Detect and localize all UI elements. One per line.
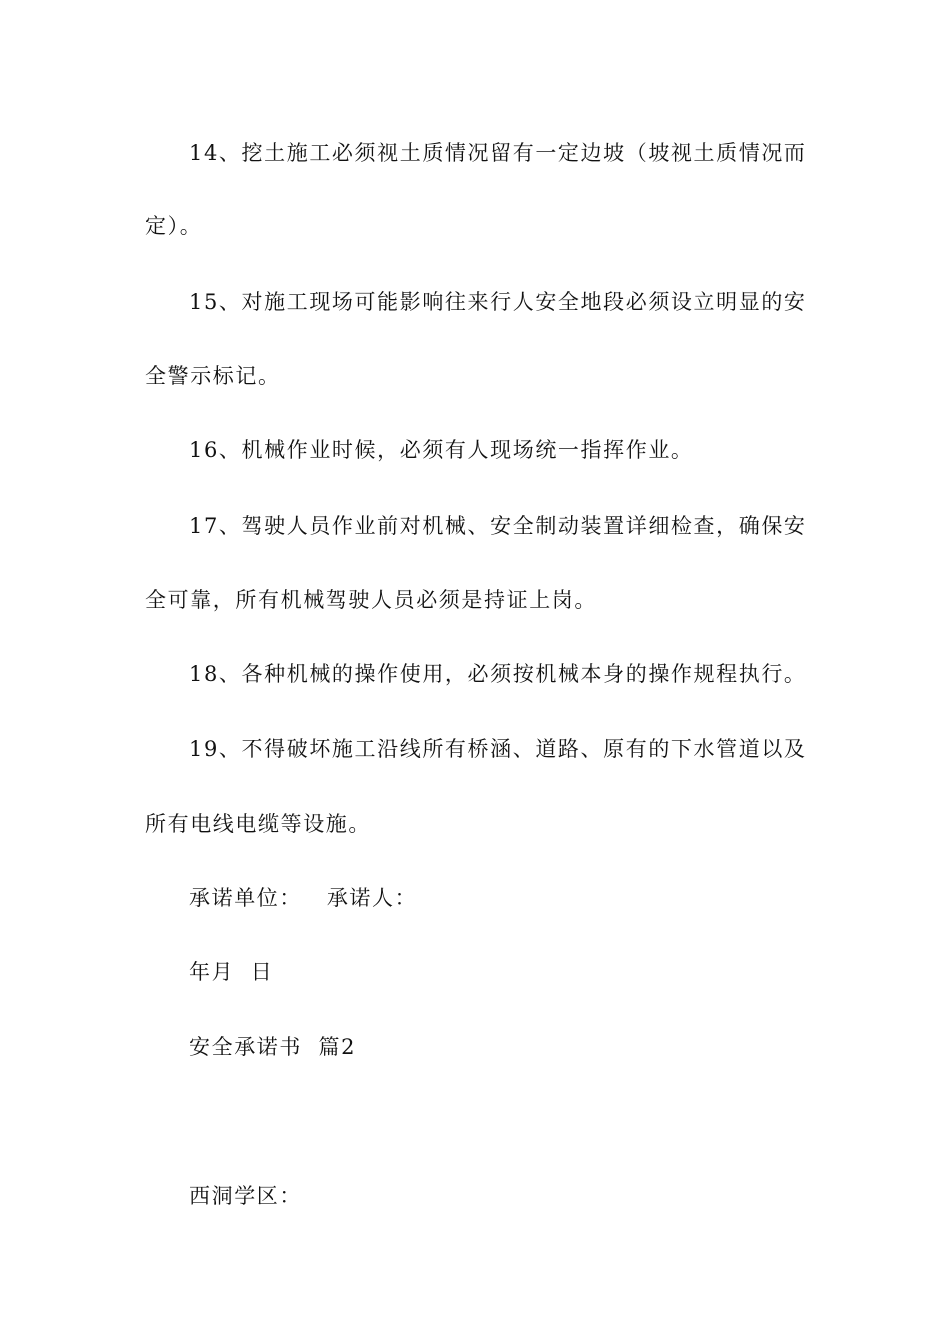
addressee-line: 西洞学区： bbox=[189, 1184, 302, 1208]
item-17-line-2: 全可靠，所有机械驾驶人员必须是持证上岗。 bbox=[145, 588, 597, 612]
item-15-line-2: 全警示标记。 bbox=[145, 364, 281, 388]
item-14-line-1: 14、挖土施工必须视土质情况留有一定边坡（坡视土质情况而 bbox=[189, 141, 807, 165]
signature-line: 承诺单位： 承诺人： bbox=[189, 886, 418, 910]
item-14-line-2: 定）。 bbox=[145, 214, 203, 238]
item-17-line-1: 17、驾驶人员作业前对机械、安全制动装置详细检查，确保安 bbox=[189, 514, 807, 538]
item-19-line-1: 19、不得破坏施工沿线所有桥涵、道路、原有的下水管道以及 bbox=[189, 737, 807, 761]
date-line: 年月 日 bbox=[189, 960, 274, 984]
item-16-line-1: 16、机械作业时候，必须有人现场统一指挥作业。 bbox=[189, 438, 694, 462]
section-2-title: 安全承诺书 篇2 bbox=[189, 1035, 357, 1059]
item-18-line-1: 18、各种机械的操作使用，必须按机械本身的操作规程执行。 bbox=[189, 662, 807, 686]
item-15-line-1: 15、对施工现场可能影响往来行人安全地段必须设立明显的安 bbox=[189, 290, 807, 314]
item-19-line-2: 所有电线电缆等设施。 bbox=[145, 812, 371, 836]
